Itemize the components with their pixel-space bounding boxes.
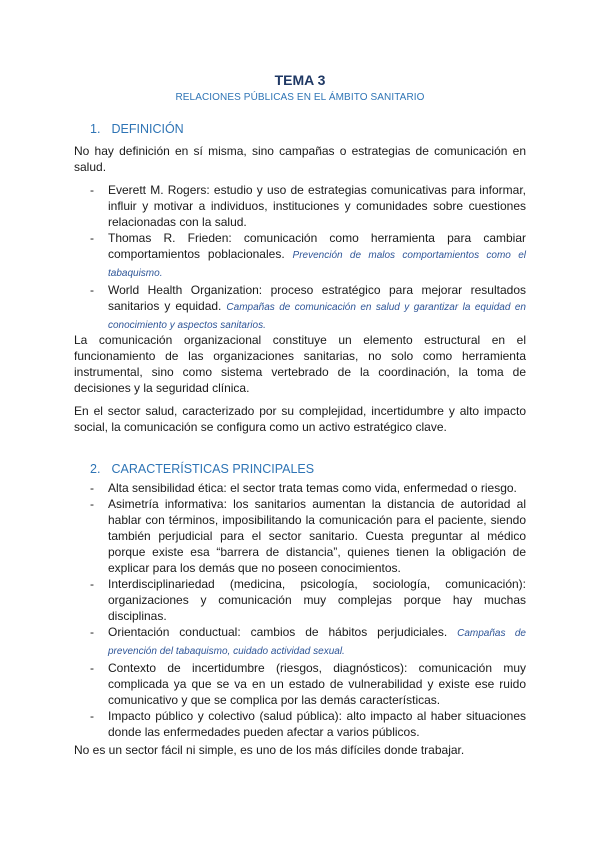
list-item-text: Contexto de incertidumbre (riesgos, diagnósticos): comunicación muy complicada ya que se va en un estado de vulnerabilidad y existe ese ruido comunicativo y que se complica por las demás características. [108,661,526,707]
bullet-dash: - [90,231,94,245]
bullet-dash: - [90,183,94,197]
page-title: TEMA 3 [274,72,326,88]
bullet-dash: - [90,625,94,639]
bullet-dash: - [90,661,94,675]
section-2-closing: No es un sector fácil ni simple, es uno de los más difíciles donde trabajar. [74,743,465,757]
list-item [74,576,526,624]
list-item-note: Campañas de comunicación en salud y garantizar la equidad en conocimiento y aspectos sanitarios. [108,302,526,331]
bullet-dash: - [90,577,94,591]
list-item-text: Everett M. Rogers: estudio y uso de estrategias comunicativas para informar, influir y motivar a individuos, instituciones y comunidades sobre cuestiones relacionadas con la salud. [108,183,526,229]
bullet-dash: - [90,283,94,297]
list-item-text: Asimetría informativa: los sanitarios aumentan la distancia de autoridad al hablar con términos, imposibilitando la comunicación para el paciente, siendo también perjudicial para el sector sanitario. Cuesta preguntar al médico porque existe esa “barrera de distancia”, quienes tienen la obligación de explicar para los demás que no poseen conocimientos. [108,497,526,575]
section-1-heading [90,122,184,136]
list-item [74,708,526,740]
list-item-text: Interdisciplinariedad (medicina, psicología, sociología, comunicación): organizaciones y comunicación muy complejas porque hay muchas disciplinas. [108,577,526,623]
section-2-bullet-list [74,480,526,740]
section-1-title: DEFINICIÓN [111,122,184,136]
list-item-text: Alta sensibilidad ética: el sector trata temas como vida, enfermedad o riesgo. [108,481,517,495]
list-item-text: Orientación conductual: cambios de hábitos perjudiciales. [108,625,448,639]
list-item [74,496,526,576]
section-1-number: 1. [90,122,101,136]
list-item [74,282,526,334]
list-item [74,660,526,708]
page-subtitle: RELACIONES PÚBLICAS EN EL ÁMBITO SANITARIO [175,92,425,103]
list-item [74,480,526,496]
section-2-title: CARACTERÍSTICAS PRINCIPALES [111,462,315,476]
list-item-text: Thomas R. Frieden: comunicación como herramienta para cambiar comportamientos poblacionales. [108,231,526,261]
section-1-paragraph-3: En el sector salud, caracterizado por su complejidad, incertidumbre y alto impacto social, la comunicación se configura como un activo estratégico clave. [74,404,526,434]
bullet-dash: - [90,497,94,511]
section-2-heading [90,462,314,476]
bullet-dash: - [90,481,94,495]
section-2-number: 2. [90,462,101,476]
list-item-note: Prevención de malos comportamientos como el tabaquismo. [108,250,526,279]
list-item-note: Campañas de prevención del tabaquismo, cuidado actividad sexual. [108,628,526,657]
list-item-text: Impacto público y colectivo (salud pública): alto impacto al haber situaciones donde las enfermedades pueden afectar a varios públicos. [108,709,526,739]
list-item [74,624,526,660]
section-1-bullet-list [74,182,526,334]
section-1-paragraph-2: La comunicación organizacional constituye un elemento estructural en el funcionamiento de las organizaciones sanitarias, no solo como herramienta instrumental, sino como sistema vertebrado de la coordinación, la toma de decisiones y la seguridad clínica. [74,333,526,395]
list-item [74,230,526,282]
section-1-intro: No hay definición en sí misma, sino campañas o estrategias de comunicación en salud. [74,144,526,174]
list-item-text: World Health Organization: proceso estratégico para mejorar resultados sanitarios y equidad. [108,283,526,313]
list-item [74,182,526,230]
bullet-dash: - [90,709,94,723]
